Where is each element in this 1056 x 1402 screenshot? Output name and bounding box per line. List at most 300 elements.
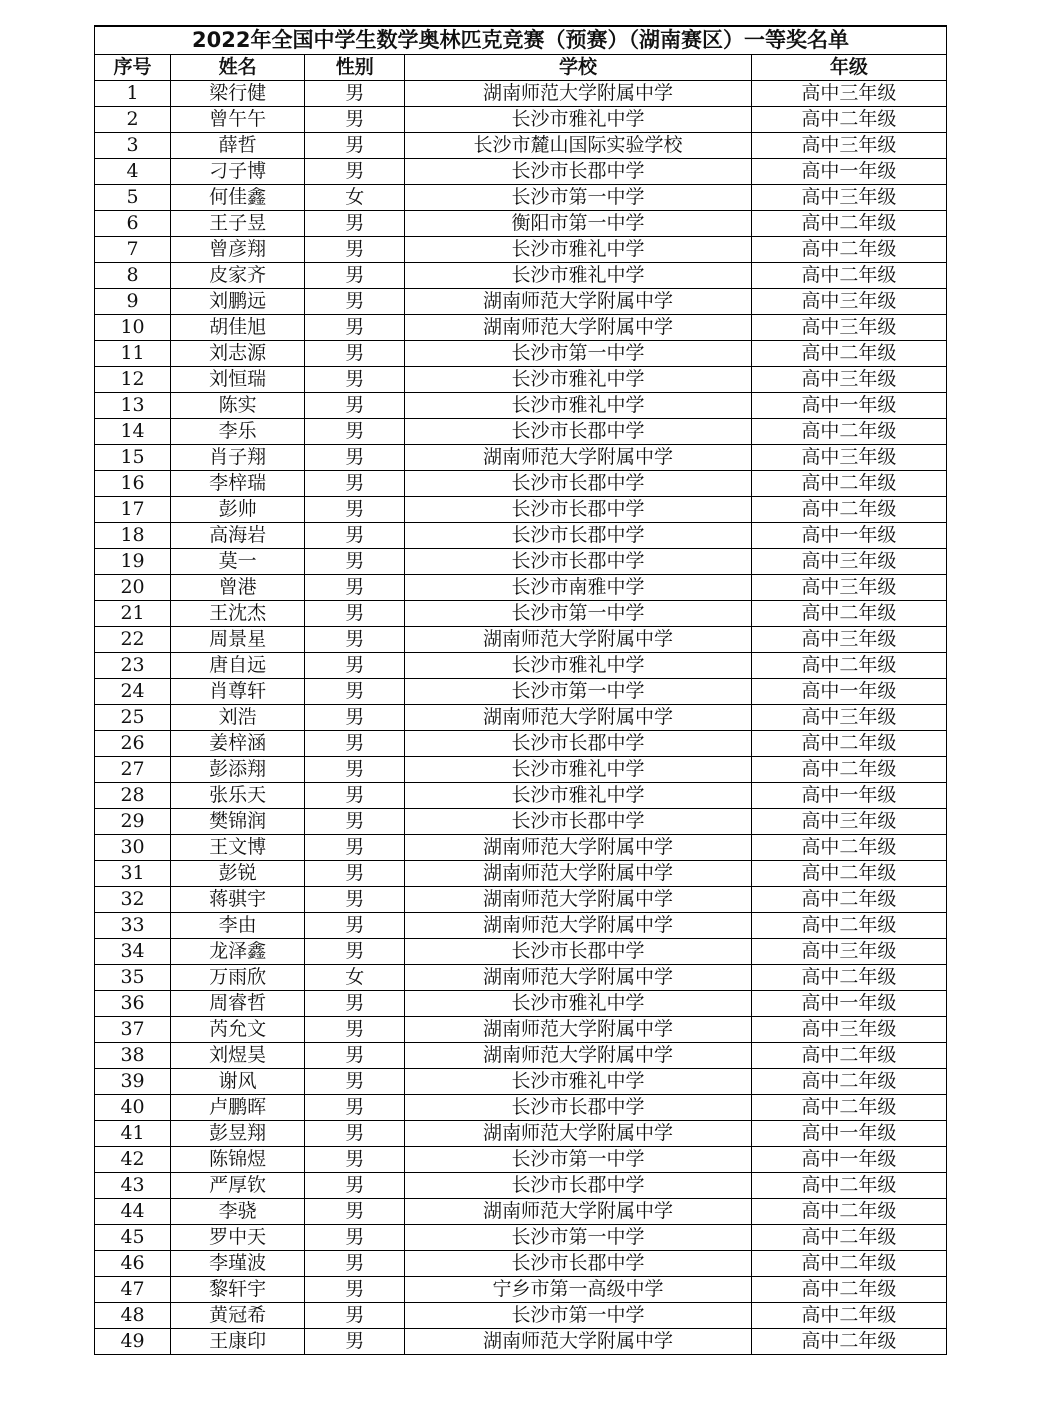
cell-name: 王沈杰 xyxy=(171,601,305,627)
cell-grade: 高中三年级 xyxy=(751,289,946,315)
cell-gender: 男 xyxy=(305,783,405,809)
cell-number: 11 xyxy=(95,341,171,367)
cell-school: 长沙市第一中学 xyxy=(405,185,751,211)
header-number: 序号 xyxy=(95,55,171,81)
cell-grade: 高中二年级 xyxy=(751,1095,946,1121)
cell-number: 7 xyxy=(95,237,171,263)
cell-name: 王康印 xyxy=(171,1329,305,1355)
cell-grade: 高中二年级 xyxy=(751,913,946,939)
table-row xyxy=(95,1017,947,1043)
table-row xyxy=(95,445,947,471)
cell-grade: 高中二年级 xyxy=(751,497,946,523)
table-row xyxy=(95,237,947,263)
table-row xyxy=(95,965,947,991)
cell-school: 湖南师范大学附属中学 xyxy=(405,705,751,731)
cell-gender: 男 xyxy=(305,1199,405,1225)
table-row xyxy=(95,1069,947,1095)
cell-number: 13 xyxy=(95,393,171,419)
cell-gender: 女 xyxy=(305,965,405,991)
table-row xyxy=(95,679,947,705)
cell-name: 彭添翔 xyxy=(171,757,305,783)
cell-school: 长沙市第一中学 xyxy=(405,601,751,627)
cell-school: 湖南师范大学附属中学 xyxy=(405,445,751,471)
table-row xyxy=(95,185,947,211)
cell-name: 刁子博 xyxy=(171,159,305,185)
cell-name: 刘煜昊 xyxy=(171,1043,305,1069)
cell-name: 万雨欣 xyxy=(171,965,305,991)
cell-gender: 男 xyxy=(305,1095,405,1121)
table-row xyxy=(95,1303,947,1329)
cell-school: 长沙市雅礼中学 xyxy=(405,783,751,809)
page-title: 2022年全国中学生数学奥林匹克竞赛（预赛）（湖南赛区）一等奖名单 xyxy=(95,26,947,55)
cell-school: 长沙市长郡中学 xyxy=(405,809,751,835)
cell-name: 高海岩 xyxy=(171,523,305,549)
header-school: 学校 xyxy=(405,55,751,81)
cell-name: 樊锦润 xyxy=(171,809,305,835)
cell-number: 37 xyxy=(95,1017,171,1043)
cell-number: 44 xyxy=(95,1199,171,1225)
cell-gender: 男 xyxy=(305,237,405,263)
cell-gender: 男 xyxy=(305,1173,405,1199)
title-row xyxy=(95,26,947,55)
cell-number: 24 xyxy=(95,679,171,705)
cell-school: 长沙市第一中学 xyxy=(405,341,751,367)
cell-gender: 男 xyxy=(305,445,405,471)
cell-name: 陈锦煜 xyxy=(171,1147,305,1173)
cell-grade: 高中二年级 xyxy=(751,757,946,783)
cell-name: 陈实 xyxy=(171,393,305,419)
cell-name: 彭帅 xyxy=(171,497,305,523)
cell-name: 芮允文 xyxy=(171,1017,305,1043)
table-row xyxy=(95,341,947,367)
table-row xyxy=(95,887,947,913)
cell-name: 薛哲 xyxy=(171,133,305,159)
cell-grade: 高中二年级 xyxy=(751,1199,946,1225)
cell-number: 1 xyxy=(95,81,171,107)
cell-gender: 男 xyxy=(305,471,405,497)
table-row xyxy=(95,393,947,419)
cell-number: 18 xyxy=(95,523,171,549)
table-row xyxy=(95,471,947,497)
cell-number: 49 xyxy=(95,1329,171,1355)
cell-grade: 高中一年级 xyxy=(751,679,946,705)
cell-name: 龙泽鑫 xyxy=(171,939,305,965)
table-row xyxy=(95,783,947,809)
cell-school: 长沙市第一中学 xyxy=(405,1147,751,1173)
cell-gender: 男 xyxy=(305,263,405,289)
table-row xyxy=(95,575,947,601)
cell-number: 31 xyxy=(95,861,171,887)
table-row xyxy=(95,653,947,679)
cell-gender: 男 xyxy=(305,1147,405,1173)
header-name: 姓名 xyxy=(171,55,305,81)
cell-grade: 高中二年级 xyxy=(751,237,946,263)
cell-school: 长沙市长郡中学 xyxy=(405,1095,751,1121)
cell-name: 李瑾波 xyxy=(171,1251,305,1277)
cell-gender: 男 xyxy=(305,133,405,159)
cell-number: 40 xyxy=(95,1095,171,1121)
cell-name: 刘恒瑞 xyxy=(171,367,305,393)
cell-gender: 男 xyxy=(305,575,405,601)
cell-gender: 男 xyxy=(305,1017,405,1043)
cell-number: 43 xyxy=(95,1173,171,1199)
cell-gender: 男 xyxy=(305,627,405,653)
cell-number: 22 xyxy=(95,627,171,653)
cell-grade: 高中二年级 xyxy=(751,887,946,913)
cell-number: 2 xyxy=(95,107,171,133)
table-row xyxy=(95,627,947,653)
cell-school: 湖南师范大学附属中学 xyxy=(405,1199,751,1225)
cell-gender: 男 xyxy=(305,211,405,237)
cell-gender: 男 xyxy=(305,523,405,549)
cell-name: 肖子翔 xyxy=(171,445,305,471)
cell-number: 21 xyxy=(95,601,171,627)
cell-name: 李由 xyxy=(171,913,305,939)
cell-name: 刘鹏远 xyxy=(171,289,305,315)
cell-number: 16 xyxy=(95,471,171,497)
cell-name: 肖尊轩 xyxy=(171,679,305,705)
table-row xyxy=(95,991,947,1017)
table-row xyxy=(95,289,947,315)
cell-number: 32 xyxy=(95,887,171,913)
cell-name: 张乐天 xyxy=(171,783,305,809)
table-row xyxy=(95,731,947,757)
cell-gender: 男 xyxy=(305,1277,405,1303)
cell-gender: 男 xyxy=(305,1043,405,1069)
cell-school: 湖南师范大学附属中学 xyxy=(405,81,751,107)
cell-number: 34 xyxy=(95,939,171,965)
cell-number: 8 xyxy=(95,263,171,289)
cell-school: 长沙市长郡中学 xyxy=(405,1173,751,1199)
cell-grade: 高中三年级 xyxy=(751,627,946,653)
cell-grade: 高中二年级 xyxy=(751,965,946,991)
cell-gender: 男 xyxy=(305,1329,405,1355)
table-row xyxy=(95,939,947,965)
cell-number: 10 xyxy=(95,315,171,341)
cell-gender: 男 xyxy=(305,107,405,133)
cell-gender: 男 xyxy=(305,835,405,861)
table-row xyxy=(95,133,947,159)
cell-school: 衡阳市第一中学 xyxy=(405,211,751,237)
table-row xyxy=(95,1095,947,1121)
cell-school: 长沙市雅礼中学 xyxy=(405,991,751,1017)
cell-grade: 高中二年级 xyxy=(751,341,946,367)
cell-number: 48 xyxy=(95,1303,171,1329)
cell-grade: 高中三年级 xyxy=(751,575,946,601)
cell-number: 6 xyxy=(95,211,171,237)
table-row xyxy=(95,913,947,939)
cell-school: 湖南师范大学附属中学 xyxy=(405,1329,751,1355)
cell-gender: 男 xyxy=(305,1121,405,1147)
header-row xyxy=(95,55,947,81)
cell-name: 彭昱翔 xyxy=(171,1121,305,1147)
cell-grade: 高中一年级 xyxy=(751,1121,946,1147)
table-row xyxy=(95,549,947,575)
cell-gender: 男 xyxy=(305,341,405,367)
cell-gender: 男 xyxy=(305,913,405,939)
cell-name: 罗中天 xyxy=(171,1225,305,1251)
table-row xyxy=(95,159,947,185)
cell-school: 长沙市南雅中学 xyxy=(405,575,751,601)
cell-school: 湖南师范大学附属中学 xyxy=(405,1043,751,1069)
cell-name: 谢风 xyxy=(171,1069,305,1095)
cell-name: 黄冠希 xyxy=(171,1303,305,1329)
table-row xyxy=(95,497,947,523)
cell-school: 湖南师范大学附属中学 xyxy=(405,887,751,913)
cell-number: 14 xyxy=(95,419,171,445)
cell-school: 长沙市雅礼中学 xyxy=(405,367,751,393)
cell-school: 湖南师范大学附属中学 xyxy=(405,289,751,315)
cell-name: 李乐 xyxy=(171,419,305,445)
cell-school: 长沙市雅礼中学 xyxy=(405,107,751,133)
cell-name: 梁行健 xyxy=(171,81,305,107)
cell-number: 33 xyxy=(95,913,171,939)
cell-gender: 男 xyxy=(305,315,405,341)
cell-school: 长沙市雅礼中学 xyxy=(405,757,751,783)
cell-gender: 男 xyxy=(305,1251,405,1277)
cell-school: 长沙市雅礼中学 xyxy=(405,393,751,419)
cell-school: 湖南师范大学附属中学 xyxy=(405,861,751,887)
table-row xyxy=(95,1043,947,1069)
header-grade: 年级 xyxy=(751,55,946,81)
table-row xyxy=(95,211,947,237)
cell-school: 长沙市长郡中学 xyxy=(405,419,751,445)
table-row xyxy=(95,1329,947,1355)
cell-grade: 高中二年级 xyxy=(751,1277,946,1303)
cell-grade: 高中三年级 xyxy=(751,445,946,471)
cell-number: 30 xyxy=(95,835,171,861)
cell-grade: 高中二年级 xyxy=(751,107,946,133)
cell-school: 湖南师范大学附属中学 xyxy=(405,315,751,341)
cell-school: 长沙市雅礼中学 xyxy=(405,263,751,289)
cell-grade: 高中二年级 xyxy=(751,835,946,861)
award-table xyxy=(94,25,947,1355)
cell-number: 38 xyxy=(95,1043,171,1069)
cell-gender: 男 xyxy=(305,81,405,107)
cell-number: 19 xyxy=(95,549,171,575)
cell-number: 47 xyxy=(95,1277,171,1303)
cell-gender: 男 xyxy=(305,731,405,757)
cell-school: 长沙市长郡中学 xyxy=(405,159,751,185)
table-body xyxy=(95,81,947,1355)
cell-gender: 男 xyxy=(305,289,405,315)
table-row xyxy=(95,81,947,107)
cell-grade: 高中二年级 xyxy=(751,211,946,237)
cell-grade: 高中二年级 xyxy=(751,1069,946,1095)
cell-school: 长沙市长郡中学 xyxy=(405,523,751,549)
cell-school: 湖南师范大学附属中学 xyxy=(405,835,751,861)
cell-grade: 高中二年级 xyxy=(751,471,946,497)
cell-grade: 高中三年级 xyxy=(751,1017,946,1043)
cell-number: 46 xyxy=(95,1251,171,1277)
cell-grade: 高中二年级 xyxy=(751,1329,946,1355)
cell-number: 41 xyxy=(95,1121,171,1147)
cell-gender: 男 xyxy=(305,497,405,523)
cell-grade: 高中二年级 xyxy=(751,419,946,445)
cell-school: 湖南师范大学附属中学 xyxy=(405,627,751,653)
cell-grade: 高中三年级 xyxy=(751,315,946,341)
cell-number: 5 xyxy=(95,185,171,211)
cell-gender: 男 xyxy=(305,601,405,627)
cell-grade: 高中二年级 xyxy=(751,263,946,289)
cell-gender: 男 xyxy=(305,653,405,679)
cell-grade: 高中一年级 xyxy=(751,1147,946,1173)
cell-name: 曾午午 xyxy=(171,107,305,133)
table-row xyxy=(95,601,947,627)
cell-grade: 高中三年级 xyxy=(751,705,946,731)
table-row xyxy=(95,315,947,341)
table-row xyxy=(95,809,947,835)
cell-gender: 男 xyxy=(305,991,405,1017)
table-row xyxy=(95,1173,947,1199)
cell-gender: 女 xyxy=(305,185,405,211)
cell-school: 长沙市第一中学 xyxy=(405,1303,751,1329)
cell-school: 长沙市麓山国际实验学校 xyxy=(405,133,751,159)
cell-grade: 高中二年级 xyxy=(751,1225,946,1251)
cell-number: 45 xyxy=(95,1225,171,1251)
cell-gender: 男 xyxy=(305,705,405,731)
cell-grade: 高中三年级 xyxy=(751,185,946,211)
award-list-document xyxy=(94,25,947,1355)
cell-number: 26 xyxy=(95,731,171,757)
cell-grade: 高中三年级 xyxy=(751,809,946,835)
cell-gender: 男 xyxy=(305,887,405,913)
cell-gender: 男 xyxy=(305,679,405,705)
table-row xyxy=(95,419,947,445)
cell-gender: 男 xyxy=(305,1303,405,1329)
cell-gender: 男 xyxy=(305,1225,405,1251)
cell-grade: 高中一年级 xyxy=(751,991,946,1017)
cell-grade: 高中二年级 xyxy=(751,1251,946,1277)
cell-school: 宁乡市第一高级中学 xyxy=(405,1277,751,1303)
cell-name: 何佳鑫 xyxy=(171,185,305,211)
cell-grade: 高中三年级 xyxy=(751,133,946,159)
cell-number: 42 xyxy=(95,1147,171,1173)
cell-school: 长沙市长郡中学 xyxy=(405,1251,751,1277)
cell-number: 36 xyxy=(95,991,171,1017)
cell-name: 李骁 xyxy=(171,1199,305,1225)
table-row xyxy=(95,263,947,289)
cell-name: 唐自远 xyxy=(171,653,305,679)
table-row xyxy=(95,835,947,861)
cell-grade: 高中二年级 xyxy=(751,731,946,757)
cell-gender: 男 xyxy=(305,549,405,575)
table-row xyxy=(95,757,947,783)
cell-gender: 男 xyxy=(305,159,405,185)
cell-grade: 高中一年级 xyxy=(751,783,946,809)
cell-gender: 男 xyxy=(305,419,405,445)
cell-name: 曾港 xyxy=(171,575,305,601)
cell-school: 湖南师范大学附属中学 xyxy=(405,1017,751,1043)
cell-grade: 高中二年级 xyxy=(751,1173,946,1199)
table-row xyxy=(95,705,947,731)
cell-name: 周景星 xyxy=(171,627,305,653)
cell-number: 23 xyxy=(95,653,171,679)
cell-number: 17 xyxy=(95,497,171,523)
cell-name: 蒋骐宇 xyxy=(171,887,305,913)
cell-number: 20 xyxy=(95,575,171,601)
table-row xyxy=(95,1121,947,1147)
cell-name: 曾彦翔 xyxy=(171,237,305,263)
cell-number: 35 xyxy=(95,965,171,991)
cell-number: 25 xyxy=(95,705,171,731)
cell-school: 长沙市第一中学 xyxy=(405,679,751,705)
cell-number: 27 xyxy=(95,757,171,783)
cell-school: 长沙市长郡中学 xyxy=(405,731,751,757)
cell-grade: 高中二年级 xyxy=(751,1043,946,1069)
table-row xyxy=(95,1277,947,1303)
cell-grade: 高中三年级 xyxy=(751,367,946,393)
cell-number: 39 xyxy=(95,1069,171,1095)
cell-gender: 男 xyxy=(305,757,405,783)
table-row xyxy=(95,1199,947,1225)
cell-grade: 高中三年级 xyxy=(751,549,946,575)
cell-name: 彭锐 xyxy=(171,861,305,887)
cell-grade: 高中二年级 xyxy=(751,653,946,679)
cell-number: 15 xyxy=(95,445,171,471)
cell-grade: 高中三年级 xyxy=(751,939,946,965)
cell-name: 严厚钦 xyxy=(171,1173,305,1199)
table-row xyxy=(95,861,947,887)
cell-gender: 男 xyxy=(305,809,405,835)
cell-school: 长沙市第一中学 xyxy=(405,1225,751,1251)
cell-number: 12 xyxy=(95,367,171,393)
cell-grade: 高中一年级 xyxy=(751,393,946,419)
cell-name: 卢鹏晖 xyxy=(171,1095,305,1121)
cell-school: 湖南师范大学附属中学 xyxy=(405,965,751,991)
cell-number: 9 xyxy=(95,289,171,315)
cell-grade: 高中一年级 xyxy=(751,159,946,185)
cell-number: 4 xyxy=(95,159,171,185)
cell-school: 湖南师范大学附属中学 xyxy=(405,1121,751,1147)
table-row xyxy=(95,1251,947,1277)
table-row xyxy=(95,1147,947,1173)
cell-name: 皮家齐 xyxy=(171,263,305,289)
cell-name: 姜梓涵 xyxy=(171,731,305,757)
cell-school: 长沙市长郡中学 xyxy=(405,549,751,575)
cell-grade: 高中一年级 xyxy=(751,523,946,549)
cell-number: 28 xyxy=(95,783,171,809)
cell-name: 刘浩 xyxy=(171,705,305,731)
cell-name: 黎轩宇 xyxy=(171,1277,305,1303)
table-row xyxy=(95,107,947,133)
cell-grade: 高中二年级 xyxy=(751,601,946,627)
table-row xyxy=(95,1225,947,1251)
cell-grade: 高中二年级 xyxy=(751,861,946,887)
cell-name: 刘志源 xyxy=(171,341,305,367)
cell-school: 长沙市长郡中学 xyxy=(405,939,751,965)
cell-name: 王文博 xyxy=(171,835,305,861)
cell-name: 莫一 xyxy=(171,549,305,575)
cell-gender: 男 xyxy=(305,367,405,393)
cell-name: 王子昱 xyxy=(171,211,305,237)
cell-gender: 男 xyxy=(305,939,405,965)
header-gender: 性别 xyxy=(305,55,405,81)
cell-name: 李梓瑞 xyxy=(171,471,305,497)
cell-school: 长沙市雅礼中学 xyxy=(405,1069,751,1095)
cell-number: 29 xyxy=(95,809,171,835)
cell-gender: 男 xyxy=(305,1069,405,1095)
cell-school: 长沙市雅礼中学 xyxy=(405,653,751,679)
cell-grade: 高中二年级 xyxy=(751,1303,946,1329)
cell-school: 长沙市雅礼中学 xyxy=(405,237,751,263)
cell-grade: 高中三年级 xyxy=(751,81,946,107)
table-row xyxy=(95,523,947,549)
cell-number: 3 xyxy=(95,133,171,159)
cell-gender: 男 xyxy=(305,393,405,419)
cell-school: 湖南师范大学附属中学 xyxy=(405,913,751,939)
cell-gender: 男 xyxy=(305,861,405,887)
